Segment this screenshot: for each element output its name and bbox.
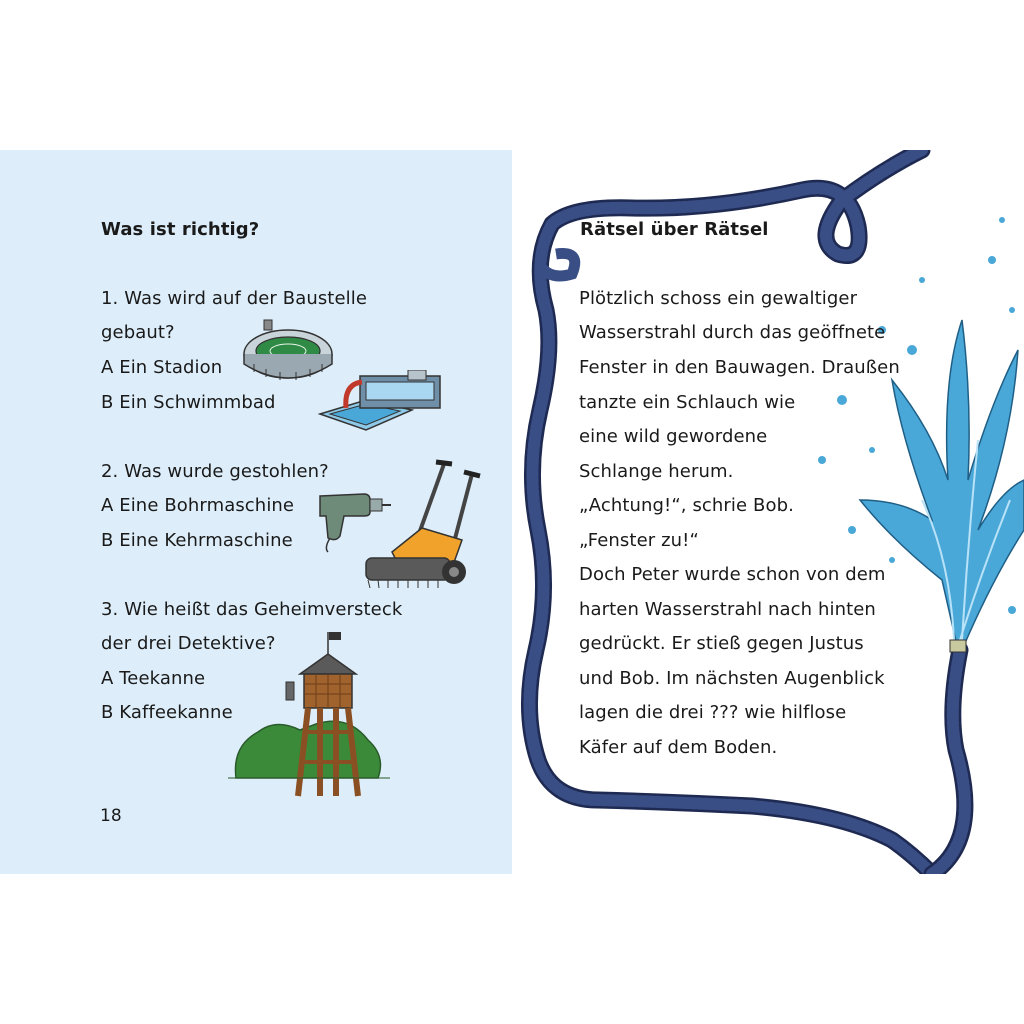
question-3-answer-a: A Teekanne [101,668,206,689]
swimming-pool-illustration [316,370,448,436]
story-line-11: gedrückt. Er stieß gegen Justus [579,633,864,654]
question-2-line-1: 2. Was wurde gestohlen? [101,461,329,482]
story-line-14: Käfer auf dem Boden. [579,737,778,758]
question-2-answer-b: B Eine Kehrmaschine [101,530,293,551]
story-line-10: harten Wasserstrahl nach hinten [579,599,876,620]
quiz-heading: Was ist richtig? [101,219,260,240]
story-line-1: Plötzlich schoss ein gewaltiger [579,288,858,309]
story-line-6: Schlange herum. [579,461,734,482]
question-3-answer-b: B Kaffeekanne [101,702,233,723]
question-1-answer-b: B Ein Schwimmbad [101,392,276,413]
story-line-13: lagen die drei ??? wie hilflose [579,702,847,723]
story-line-4: tanzte ein Schlauch wie [579,392,796,413]
story-heading: Rätsel über Rätsel [580,219,769,240]
question-3-line-1: 3. Wie heißt das Geheimversteck [101,599,403,620]
question-1-line-2: gebaut? [101,322,175,343]
story-line-8: „Fenster zu!“ [579,530,699,551]
story-line-2: Wasserstrahl durch das geöffnete [579,322,886,343]
right-page [512,150,1024,874]
left-page [0,150,512,874]
sweeper-illustration [356,456,490,602]
question-2-answer-a: A Eine Bohrmaschine [101,495,295,516]
question-1-line-1: 1. Was wird auf der Baustelle [101,288,368,309]
question-1-answer-a: A Ein Stadion [101,357,223,378]
water-spray-illustration [782,200,1024,660]
page-number: 18 [100,806,122,826]
story-line-3: Fenster in den Bauwagen. Draußen [579,357,900,378]
story-line-9: Doch Peter wurde schon von dem [579,564,886,585]
story-line-5: eine wild gewordene [579,426,768,447]
story-line-7: „Achtung!“, schrie Bob. [579,495,794,516]
question-3-line-2: der drei Detektive? [101,633,276,654]
story-line-12: und Bob. Im nächsten Augenblick [579,668,885,689]
water-tower-illustration [228,628,390,800]
book-spread [0,150,1024,874]
